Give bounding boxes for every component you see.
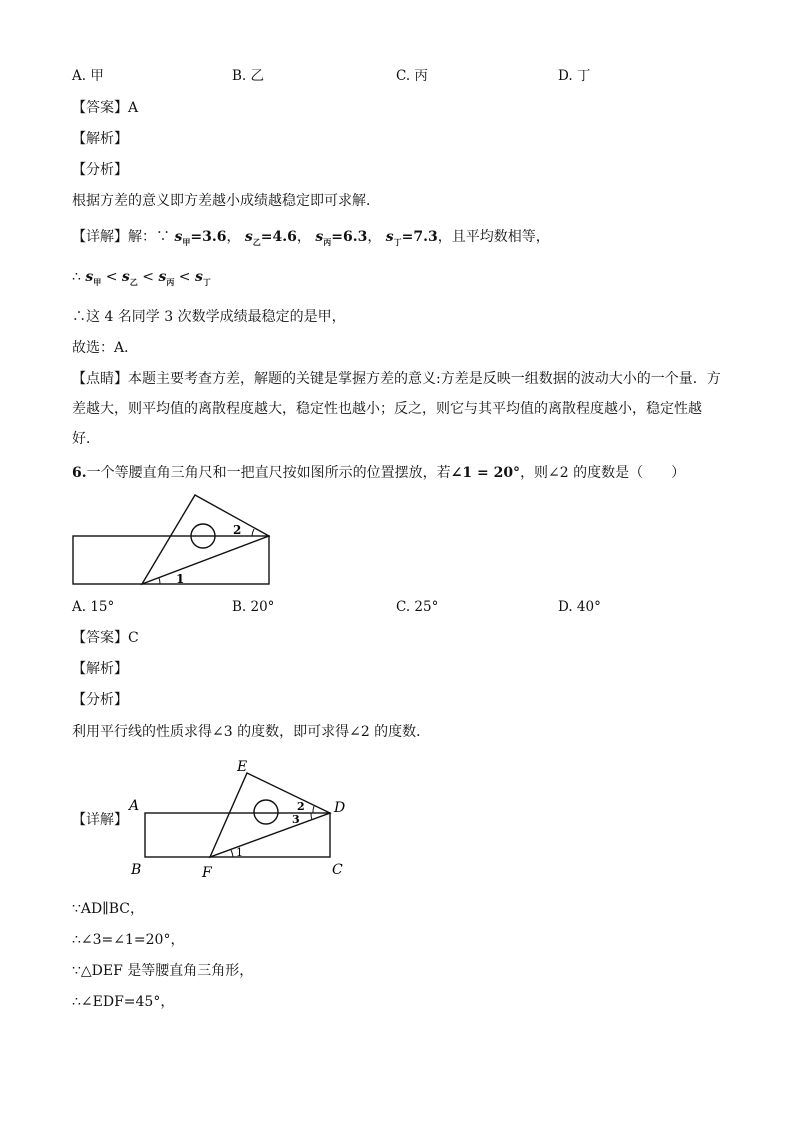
figure-1 xyxy=(70,492,275,592)
triangle xyxy=(142,495,269,584)
fenxi-text: 根据方差的意义即方差越小成绩越稳定即可求解． xyxy=(72,193,380,209)
ineq-sub-ding: 丁 xyxy=(202,276,211,287)
q6-option-b: B. 20° xyxy=(232,599,275,615)
detail-suffix: ，且平均数相等， xyxy=(437,229,550,245)
question-text-post: ，则∠2 的度数是（ ） xyxy=(520,465,686,481)
angle-1-label: 1 xyxy=(176,572,185,586)
var-sub-jia: 甲 xyxy=(182,236,191,247)
step-2: ∴∠3=∠1=20°， xyxy=(72,932,185,948)
q6-fenxi-tag: 【分析】 xyxy=(72,692,128,708)
analysis-tag: 【解析】 xyxy=(72,131,128,147)
var-sub-yi: 乙 xyxy=(252,236,261,247)
var-val-ding: =7.3 xyxy=(401,229,438,245)
q6-answer-line: 【答案】C xyxy=(72,630,139,646)
label-f: F xyxy=(202,865,212,881)
q6-fenxi-text: 利用平行线的性质求得∠3 的度数，即可求得∠2 的度数． xyxy=(72,724,431,740)
question-text-pre: 一个等腰直角三角尺和一把直尺按如图所示的位置摆放，若 xyxy=(86,465,451,481)
label-c: C xyxy=(332,862,343,878)
comment-tag: 【点睛】 xyxy=(72,371,128,387)
detail-prefix: 解：∵ xyxy=(128,229,170,245)
ineq-sub-yi: 乙 xyxy=(129,276,138,287)
angle-3-label: 3 xyxy=(292,813,300,826)
q6-option-c: C. 25° xyxy=(396,599,439,615)
q6-detail-tag: 【详解】 xyxy=(72,812,128,828)
detail-tag: 【详解】 xyxy=(72,229,128,245)
angle-1-label-2: 1 xyxy=(236,846,243,859)
question-number: 6. xyxy=(72,465,87,481)
triangle-hole-2 xyxy=(254,800,278,824)
option-b: B. 乙 xyxy=(232,68,265,84)
label-a: A xyxy=(129,798,140,814)
angle-2-label-2: 2 xyxy=(297,800,305,813)
var-sub-ding: 丁 xyxy=(393,236,402,247)
fenxi-tag: 【分析】 xyxy=(72,162,128,178)
angle-2-label: 2 xyxy=(233,523,242,537)
label-b: B xyxy=(131,862,142,878)
comment-text-1: 本题主要考查方差，解题的关键是掌握方差的意义:方差是反映一组数据的波动大小的一个量．方 xyxy=(128,371,721,387)
answer-line: 【答案】A xyxy=(72,100,139,116)
step-1: ∵AD∥BC， xyxy=(72,901,144,917)
option-d: D. 丁 xyxy=(558,68,591,84)
detail-line: 【详解】解：∵ $s_甲=3.6$， $s_乙=4.6$， $s_丙=6.3$， $s_丁=7.3$，且平均数相等， xyxy=(72,229,550,247)
therefore-symbol: ∴ xyxy=(72,269,81,285)
q6-analysis-tag: 【解析】 xyxy=(72,661,128,677)
choose-line: 故选：A． xyxy=(72,340,139,356)
comment-line-1 xyxy=(72,369,721,389)
label-e: E xyxy=(237,759,248,775)
triangle-def xyxy=(210,773,330,857)
question-6 xyxy=(72,463,685,483)
var-sub-bing: 丙 xyxy=(323,236,332,247)
option-c: C. 丙 xyxy=(396,68,428,84)
ineq-sub-bing: 丙 xyxy=(166,276,175,287)
var-val-yi: =4.6 xyxy=(260,229,297,245)
comment-line-3: 好． xyxy=(72,431,100,447)
inequality-line: ∴ $s_甲 < s_乙 < s_丙 < s_丁$ xyxy=(72,269,211,287)
option-a: A. 甲 xyxy=(72,68,104,84)
q6-option-a: A. 15° xyxy=(72,599,115,615)
step-3: ∵△DEF 是等腰直角三角形， xyxy=(72,963,254,979)
comment-line-2: 差越大，则平均值的离散程度越大，稳定性也越小；反之，则它与其平均值的离散程度越小，稳定性越 xyxy=(72,401,702,417)
ineq-sub-jia: 甲 xyxy=(93,276,102,287)
question-angle: ∠1 = 20° xyxy=(450,465,521,481)
var-val-bing: =6.3 xyxy=(331,229,368,245)
q6-option-d: D. 40° xyxy=(558,599,601,615)
ruler xyxy=(73,536,269,584)
conclusion-line: ∴这 4 名同学 3 次数学成绩最稳定的是甲， xyxy=(72,309,346,325)
var-val-jia: =3.6 xyxy=(190,229,227,245)
step-4: ∴∠EDF=45°， xyxy=(72,994,175,1010)
figure-2 xyxy=(125,752,355,882)
label-d: D xyxy=(334,800,346,816)
